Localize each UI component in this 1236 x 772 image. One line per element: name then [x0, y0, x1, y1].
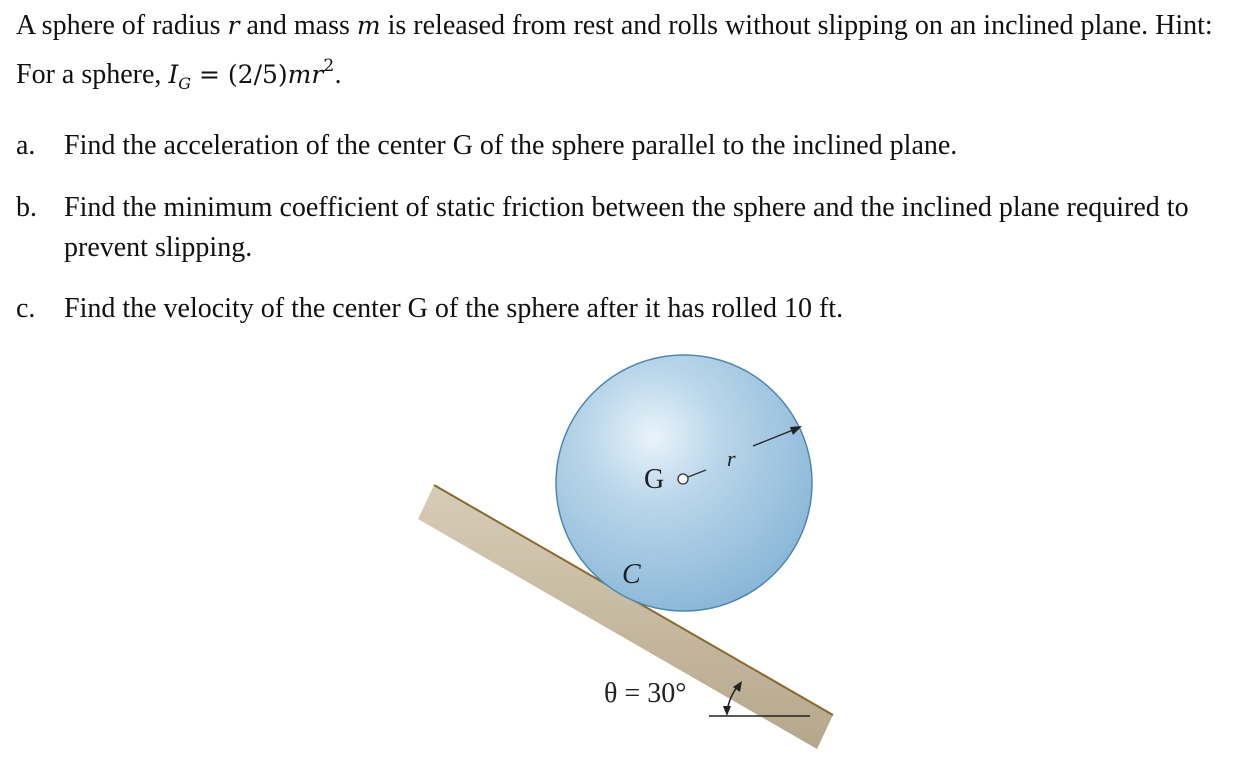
radius-variable: r: [227, 11, 240, 40]
angle-label: θ = 30°: [604, 678, 687, 709]
angle-arrowhead-bottom: [723, 706, 731, 716]
center-point-g: [678, 474, 688, 484]
center-label: G: [644, 464, 665, 495]
inertia-subscript: G: [178, 74, 192, 93]
question-c-marker: c.: [16, 293, 36, 324]
inertia-symbol: I: [168, 60, 179, 89]
inertia-coefficient: (2/5): [227, 60, 288, 89]
radius-label: r: [727, 446, 736, 471]
intro-text-2: and mass: [239, 10, 357, 41]
question-c-text: Find the velocity of the center G of the sphere after it has rolled 10 ft.: [64, 293, 844, 324]
question-a-marker: a.: [16, 130, 36, 161]
question-b-text: Find the minimum coefficient of static friction between the sphere and the inclined plane required to prevent slipping.: [64, 192, 1189, 263]
mass-variable: m: [356, 11, 381, 40]
question-b-marker: b.: [16, 192, 37, 223]
intro-text-1: A sphere of radius: [16, 10, 228, 41]
question-a-text: Find the acceleration of the center G of the sphere parallel to the inclined plane.: [64, 130, 958, 161]
contact-label: C: [622, 559, 641, 590]
equals-sign: =: [191, 60, 228, 89]
intro-text-3: is released from rest and rolls without slipping on an inclined plane. Hint: For a sphere,: [16, 10, 1213, 90]
inertia-exponent: 2: [323, 56, 335, 76]
inertia-variables: mr: [287, 60, 324, 89]
intro-period: .: [334, 60, 343, 89]
